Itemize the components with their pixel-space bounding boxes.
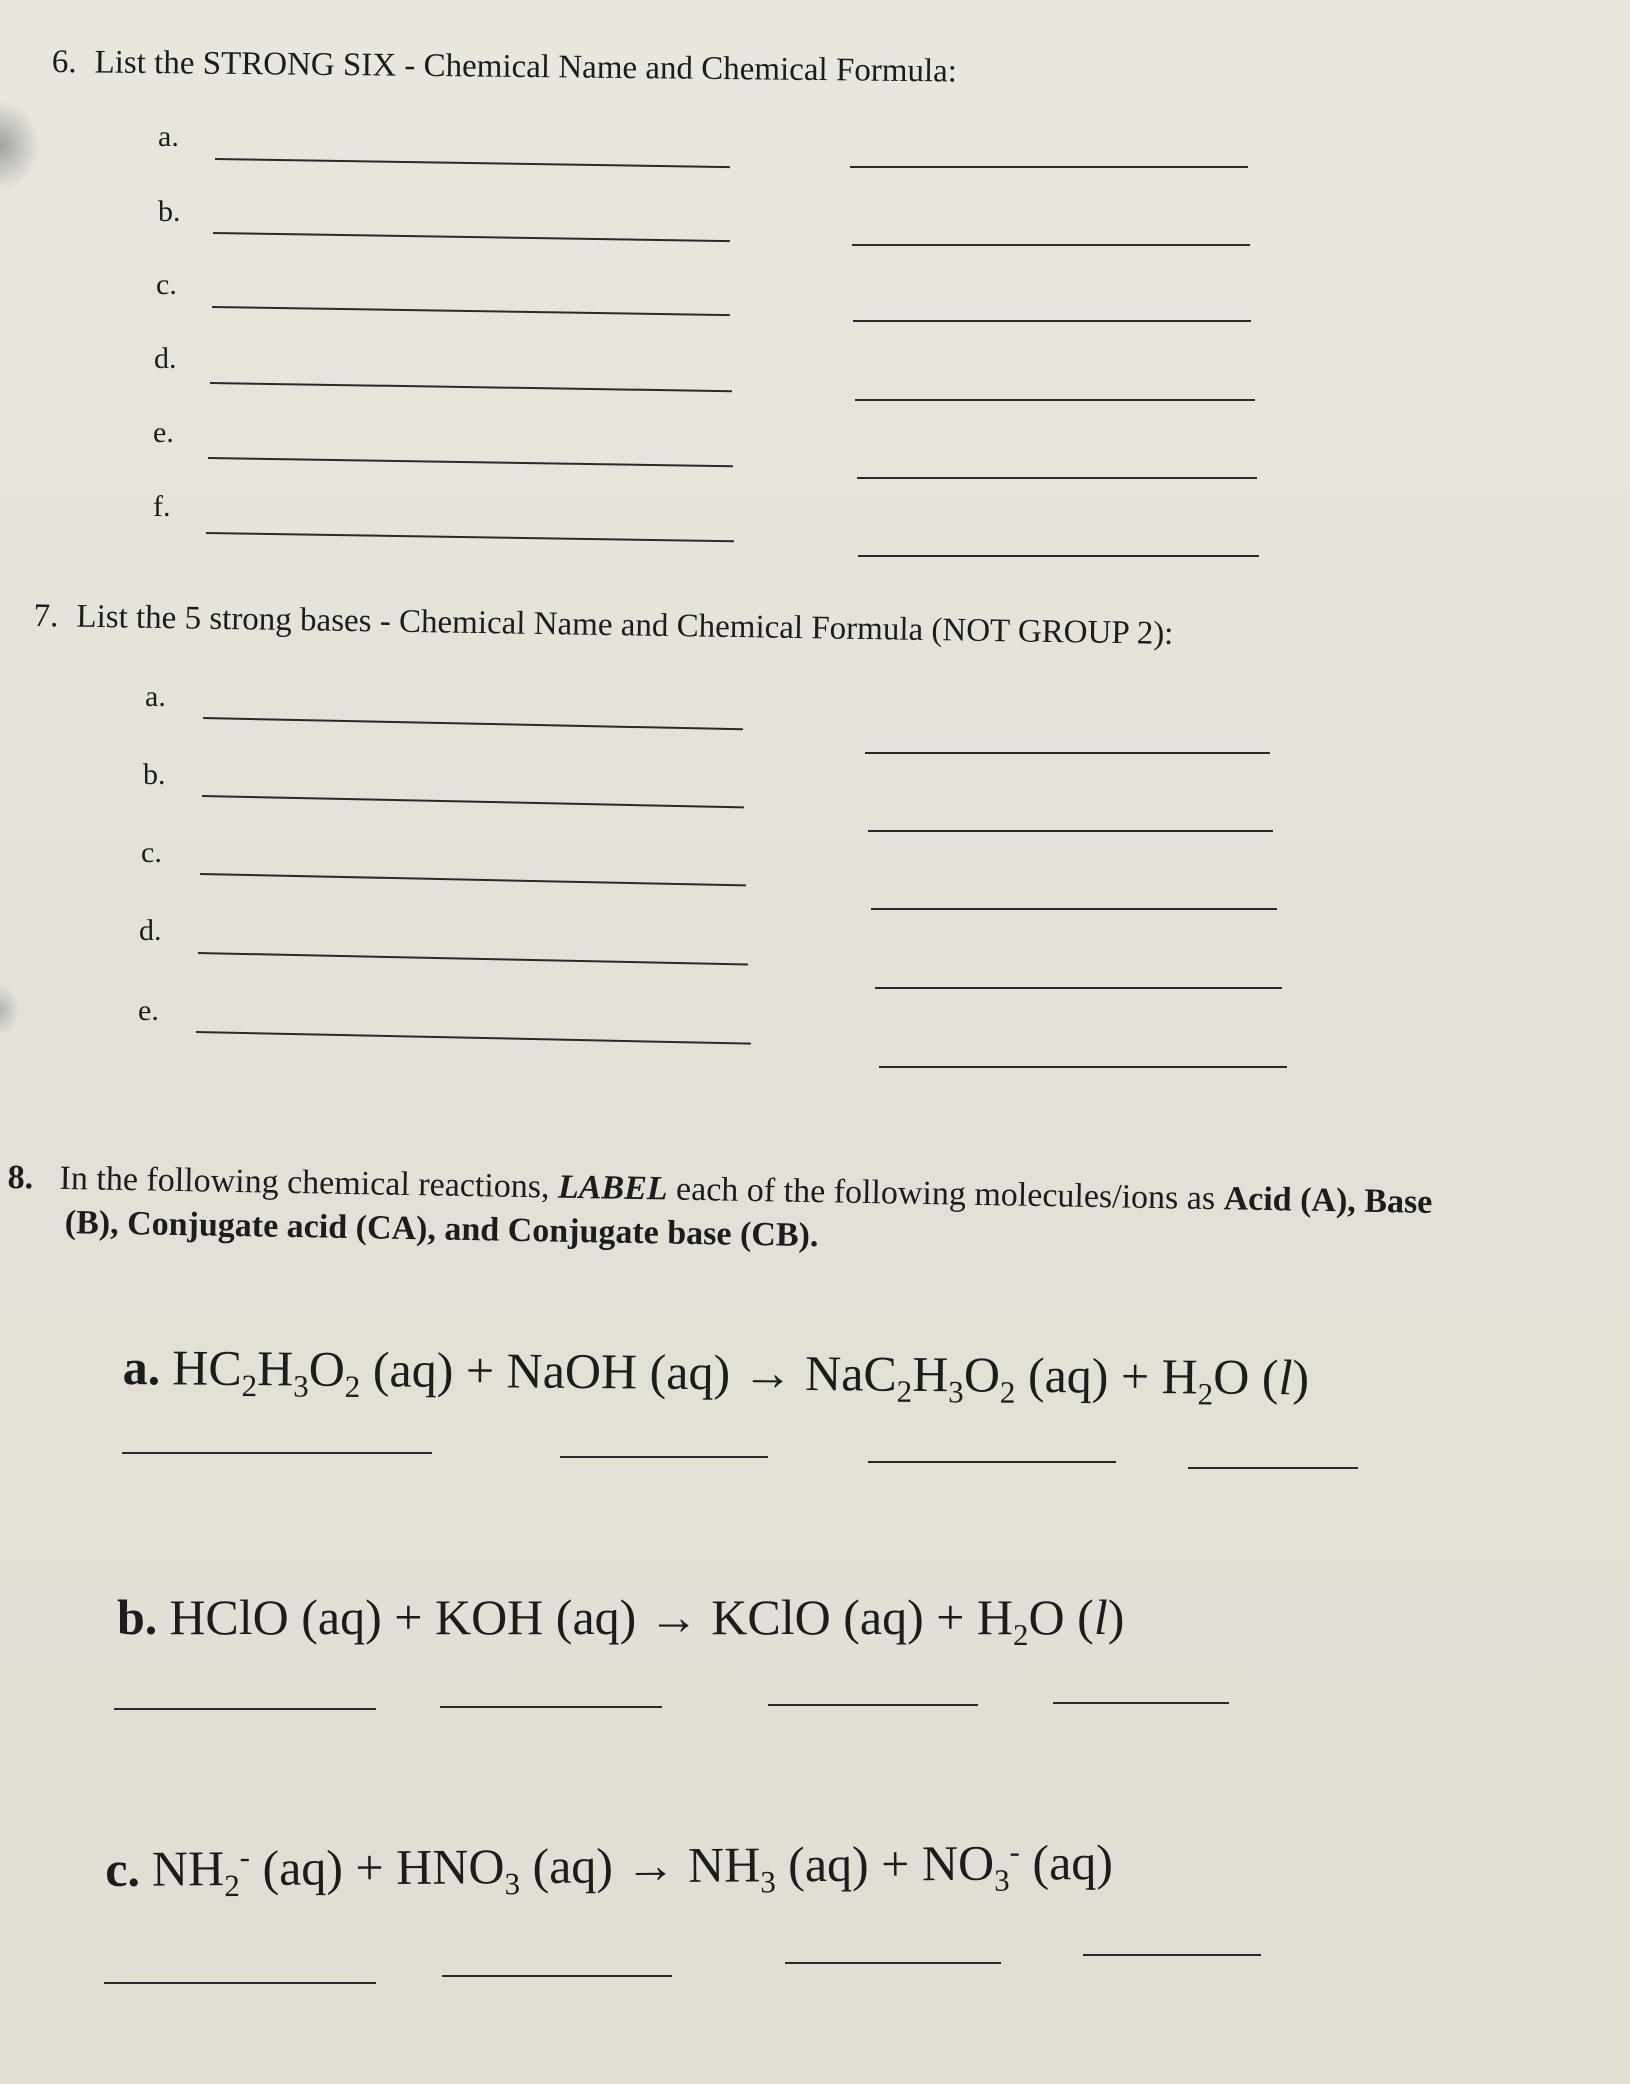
question-text: In the following chemical reactions,: [59, 1159, 559, 1206]
label-emphasis: LABEL: [557, 1168, 668, 1208]
chemical-base-formula-blank[interactable]: [865, 752, 1270, 754]
formula-text: KClO (aq) + H: [698, 1589, 1014, 1645]
chemical-base-name-blank[interactable]: [202, 795, 744, 808]
chemical-formula-blank[interactable]: [850, 166, 1248, 168]
subscript: 2: [344, 1368, 361, 1405]
label-blank[interactable]: [560, 1456, 768, 1458]
formula-text: l: [1278, 1349, 1293, 1406]
reaction-arrow-icon: →: [648, 1589, 699, 1645]
formula-text: O: [308, 1340, 346, 1397]
label-blank[interactable]: [785, 1962, 1001, 1964]
chemical-base-formula-blank[interactable]: [868, 830, 1273, 832]
chemical-name-blank[interactable]: [208, 457, 733, 467]
formula-text: HClO (aq) + KOH (aq): [169, 1589, 649, 1645]
formula-text: ): [1292, 1349, 1310, 1406]
question-number: 8.: [7, 1158, 34, 1197]
page-shadow: [0, 985, 20, 1035]
formula-text: (aq): [1019, 1833, 1114, 1891]
chemical-base-formula-blank[interactable]: [871, 908, 1277, 910]
label-blank[interactable]: [104, 1982, 376, 1984]
chemical-base-formula-blank[interactable]: [879, 1066, 1287, 1068]
label-blank[interactable]: [114, 1708, 376, 1710]
reaction-letter: a.: [122, 1339, 161, 1396]
label-blank[interactable]: [1053, 1702, 1229, 1704]
subscript: 2: [224, 1868, 240, 1904]
item-letter: b.: [143, 758, 166, 791]
chemical-base-name-blank[interactable]: [198, 952, 748, 966]
subscript: 3: [760, 1864, 776, 1900]
item-letter: c.: [141, 836, 162, 869]
question-number: 6.: [51, 44, 77, 81]
reaction-arrow-icon: →: [625, 1837, 676, 1894]
chemical-base-name-blank[interactable]: [203, 717, 743, 730]
formula-text: l: [1093, 1589, 1108, 1645]
reaction-letter: c.: [105, 1840, 141, 1897]
item-letter: a.: [158, 120, 179, 153]
item-letter: a.: [145, 680, 166, 713]
chemical-name-blank[interactable]: [215, 158, 730, 168]
reaction-letter: b.: [117, 1589, 158, 1645]
acid-base-terms: Acid (A), Base: [1223, 1180, 1433, 1221]
formula-text: HC: [172, 1339, 242, 1397]
item-letter: c.: [156, 268, 177, 301]
label-blank[interactable]: [122, 1452, 432, 1454]
subscript: 2: [1197, 1376, 1214, 1412]
reaction-a: [122, 1338, 1309, 1413]
formula-text: NH: [151, 1840, 225, 1897]
label-blank[interactable]: [768, 1704, 978, 1706]
chemical-name-blank[interactable]: [206, 532, 734, 542]
chemical-formula-blank[interactable]: [855, 399, 1255, 401]
label-blank[interactable]: [868, 1461, 1116, 1463]
chemical-formula-blank[interactable]: [852, 244, 1250, 246]
chemical-formula-blank[interactable]: [853, 320, 1251, 322]
item-letter: e.: [153, 416, 174, 449]
formula-text: NaC: [792, 1344, 898, 1402]
chemical-name-blank[interactable]: [213, 232, 730, 242]
chemical-formula-blank[interactable]: [857, 477, 1257, 479]
subscript: 3: [293, 1368, 309, 1404]
subscript: 3: [994, 1862, 1010, 1898]
subscript: 3: [504, 1866, 521, 1902]
question-number: 7.: [33, 598, 59, 635]
item-letter: d.: [139, 914, 162, 947]
formula-text: (aq) + H: [1015, 1346, 1199, 1405]
formula-text: H: [912, 1345, 949, 1403]
label-blank[interactable]: [442, 1975, 672, 1977]
formula-text: (aq) + NO: [775, 1834, 995, 1893]
chemical-base-name-blank[interactable]: [200, 873, 746, 886]
item-letter: d.: [154, 342, 177, 375]
formula-text: O (: [1028, 1589, 1094, 1645]
question-8-heading: [6, 1156, 1607, 1272]
formula-text: NH: [675, 1836, 761, 1894]
formula-text: (aq) + HNO: [249, 1838, 505, 1896]
page-shadow: [0, 100, 40, 190]
formula-text: O (: [1213, 1348, 1279, 1406]
formula-text: O: [963, 1346, 1001, 1403]
question-7-heading: [33, 598, 1173, 653]
label-blank[interactable]: [1083, 1954, 1261, 1956]
subscript: 2: [1013, 1617, 1029, 1652]
question-text: List the STRONG SIX - Chemical Name and Chemical Formula:: [94, 44, 958, 90]
chemical-formula-blank[interactable]: [858, 555, 1259, 557]
subscript: 2: [999, 1374, 1016, 1410]
formula-text: H: [256, 1340, 294, 1397]
chemical-name-blank[interactable]: [210, 382, 732, 392]
question-text-line2: (B), Conjugate acid (CA), and Conjugate base (CB).: [64, 1204, 819, 1255]
subscript: 3: [948, 1374, 964, 1410]
subscript: 2: [896, 1373, 913, 1409]
reaction-arrow-icon: →: [742, 1344, 793, 1401]
question-6-heading: [52, 44, 958, 90]
chemical-base-formula-blank[interactable]: [875, 987, 1282, 989]
question-text: List the 5 strong bases - Chemical Name and Chemical Formula (NOT GROUP 2):: [76, 598, 1174, 652]
label-blank[interactable]: [1188, 1467, 1358, 1469]
formula-text: (aq): [519, 1837, 626, 1895]
superscript: -: [1009, 1833, 1020, 1870]
chemical-name-blank[interactable]: [212, 306, 730, 316]
question-text: each of the following molecules/ions as: [667, 1170, 1224, 1218]
formula-text: (aq) + NaOH (aq): [360, 1341, 743, 1401]
label-blank[interactable]: [440, 1706, 662, 1708]
reaction-b: [117, 1588, 1124, 1653]
formula-text: ): [1107, 1589, 1125, 1645]
superscript: -: [239, 1839, 250, 1875]
reaction-c: [105, 1833, 1113, 1905]
subscript: 2: [241, 1368, 258, 1404]
chemical-base-name-blank[interactable]: [196, 1031, 751, 1045]
item-letter: f.: [153, 490, 171, 523]
item-letter: b.: [158, 195, 181, 228]
item-letter: e.: [138, 994, 159, 1027]
